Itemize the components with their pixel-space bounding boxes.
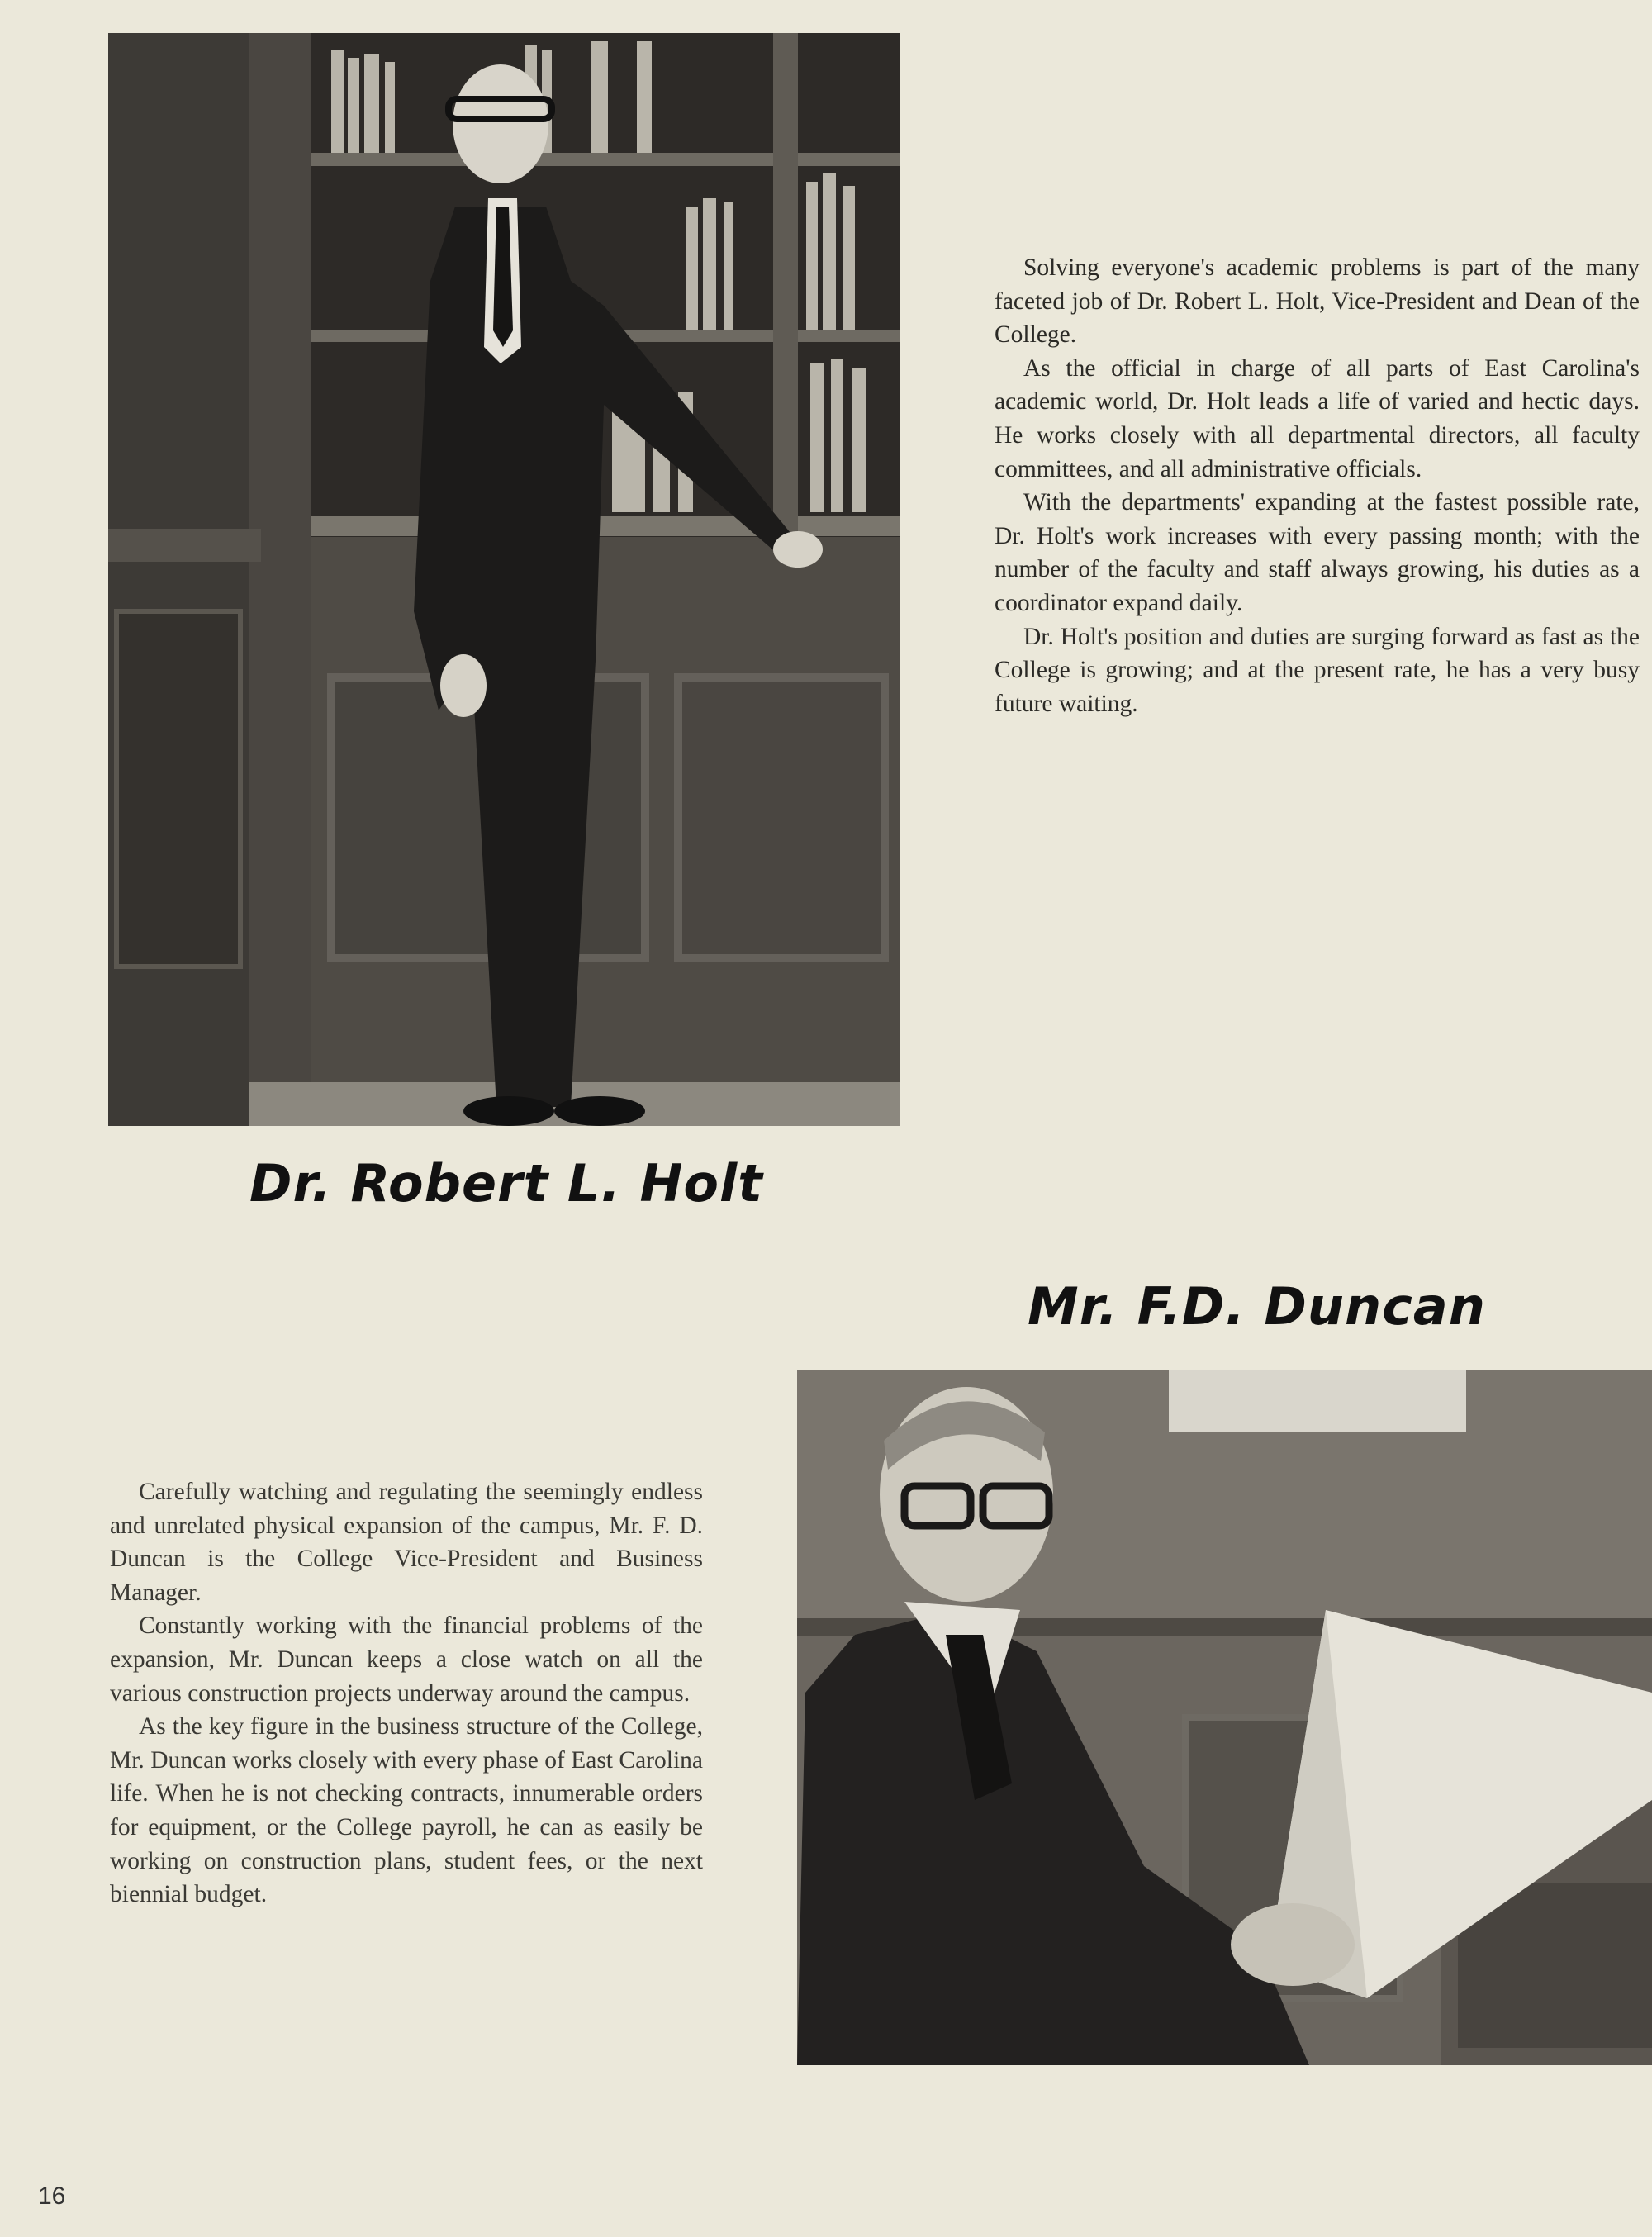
- holt-bio-paragraph: With the departments' expanding at the fastest possible rate, Dr. Holt's work increases with every passing month; with the number of the faculty and staff always growing, his duties as a coordinator expand daily.: [995, 489, 1640, 616]
- holt-bio-paragraph: Dr. Holt's position and duties are surging forward as fast as the College is growing; and at the present rate, he has a very busy future waiting.: [995, 623, 1640, 717]
- duncan-bio-paragraph: Carefully watching and regulating the seemingly endless and unrelated physical expansion of the campus, Mr. F. D. Duncan is the College Vice-President and Business Manager.: [110, 1479, 703, 1606]
- holt-photo-illustration: [108, 33, 900, 1126]
- duncan-name-heading: Mr. F.D. Duncan: [1028, 1276, 1486, 1337]
- holt-bio: [995, 251, 1640, 720]
- duncan-bio-paragraph: As the key figure in the business structure of the College, Mr. Duncan works closely with every phase of East Carolina life. When he is not checking contracts, innumerable orders for equipment, or the College payroll, he can as easily be working on construction plans, student fees, or the next biennial budget.: [110, 1713, 703, 1908]
- page-number: 16: [38, 2182, 66, 2210]
- duncan-bio-paragraph: Constantly working with the financial problems of the expansion, Mr. Duncan keeps a close watch on all the various construction projects underway around the campus.: [110, 1612, 703, 1707]
- duncan-photo-illustration: [797, 1370, 1652, 2065]
- duncan-bio: [110, 1475, 703, 1912]
- duncan-photo: [797, 1370, 1652, 2065]
- holt-bio-paragraph: As the official in charge of all parts of East Carolina's academic world, Dr. Holt leads a life of varied and hectic days. He works closely with all departmental directors, all faculty committees, and all administrative officials.: [995, 354, 1640, 482]
- holt-photo: [108, 33, 900, 1126]
- holt-bio-paragraph: Solving everyone's academic problems is part of the many faceted job of Dr. Robert L. Holt, Vice-President and Dean of the College.: [995, 254, 1640, 349]
- holt-name-heading: Dr. Robert L. Holt: [249, 1153, 763, 1213]
